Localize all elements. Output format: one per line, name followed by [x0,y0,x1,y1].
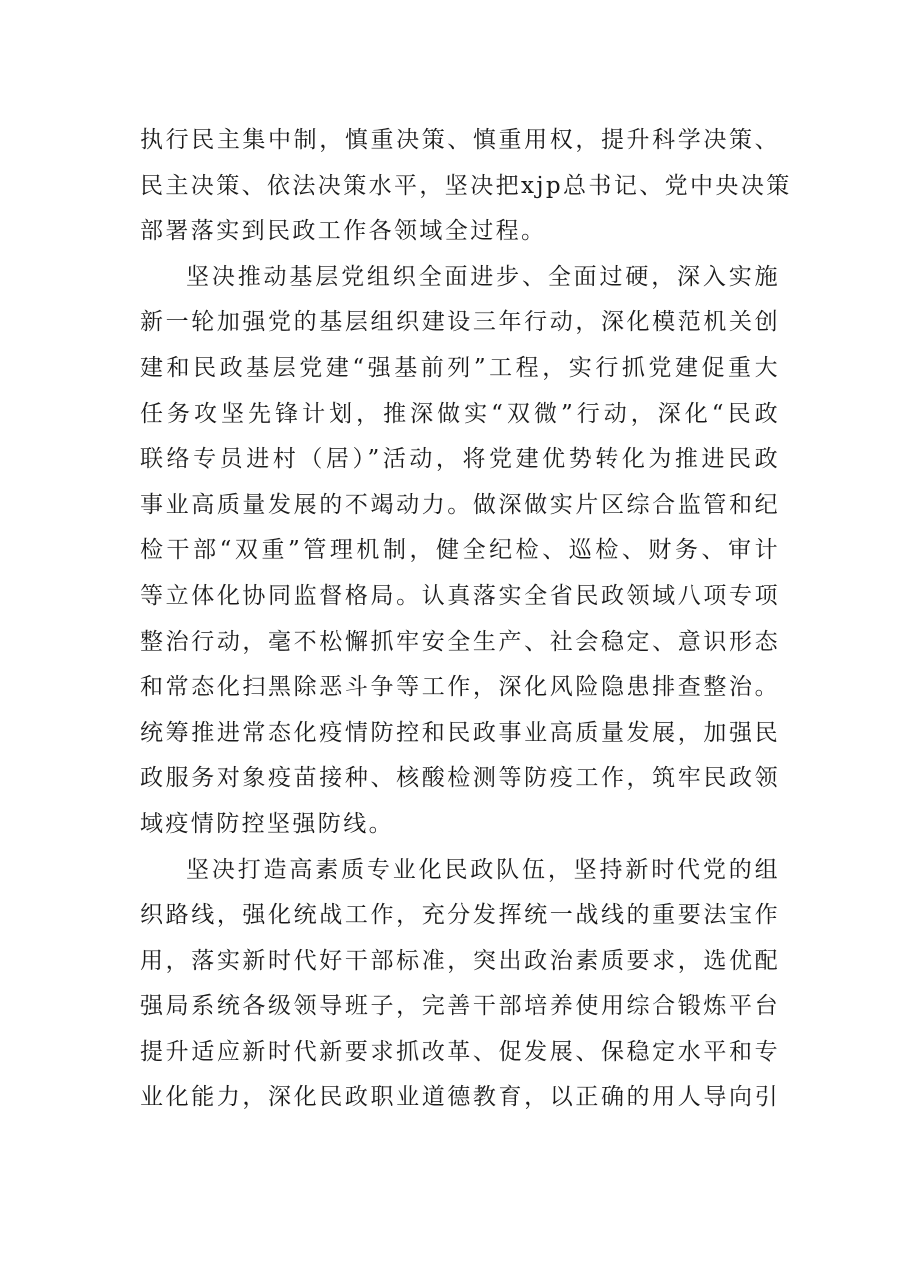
paragraph-3 [140,848,780,1122]
text-line: 整治行动，毫不松懈抓牢安全生产、社会稳定、意识形态 [140,628,780,655]
document-body [140,118,792,1121]
text-line: 和常态化扫黑除恶斗争等工作，深化风险隐患排查整治。 [140,674,780,701]
text-line: 建和民政基层党建“强基前列”工程，实行抓党建促重大 [140,354,780,381]
text-line: 用，落实新时代好干部标准，突出政治素质要求，选优配 [140,947,780,974]
paragraph-2 [140,255,780,848]
text-line: 任务攻坚先锋计划，推深做实“双微”行动，深化“民政 [140,400,780,427]
text-line: 织路线，强化统战工作，充分发挥统一战线的重要法宝作 [140,902,780,929]
text-line: 等立体化协同监督格局。认真落实全省民政领域八项专项 [140,582,780,609]
text-line: 执行民主集中制，慎重决策、慎重用权，提升科学决策、 [140,127,780,153]
text-line: 新一轮加强党的基层组织建设三年行动，深化模范机关创 [140,309,780,336]
text-line: 检干部“双重”管理机制，健全纪检、巡检、财务、审计 [140,537,780,564]
text-line: 民主决策、依法决策水平，坚决把xjp总书记、党中央决策 [140,172,792,199]
text-line: 业化能力，深化民政职业道德教育，以正确的用人导向引 [140,1084,780,1111]
text-line: 统筹推进常态化疫情防控和民政事业高质量发展，加强民 [140,719,780,746]
text-line: 联络专员进村（居）”活动，将党建优势转化为推进民政 [140,446,780,473]
text-line: 强局系统各级领导班子，完善干部培养使用综合锻炼平台 [140,993,780,1020]
paragraph-1 [140,118,792,255]
text-line: 域疫情防控坚强防线。 [140,810,394,837]
text-line: 提升适应新时代新要求抓改革、促发展、保稳定水平和专 [140,1038,780,1065]
text-line: 坚决推动基层党组织全面进步、全面过硬，深入实施 [186,263,780,290]
text-line: 部署落实到民政工作各领域全过程。 [140,218,547,245]
text-line: 坚决打造高素质专业化民政队伍，坚持新时代党的组 [186,856,780,883]
text-line: 政服务对象疫苗接种、核酸检测等防疫工作，筑牢民政领 [140,765,780,792]
text-line: 事业高质量发展的不竭动力。做深做实片区综合监管和纪 [140,491,780,518]
